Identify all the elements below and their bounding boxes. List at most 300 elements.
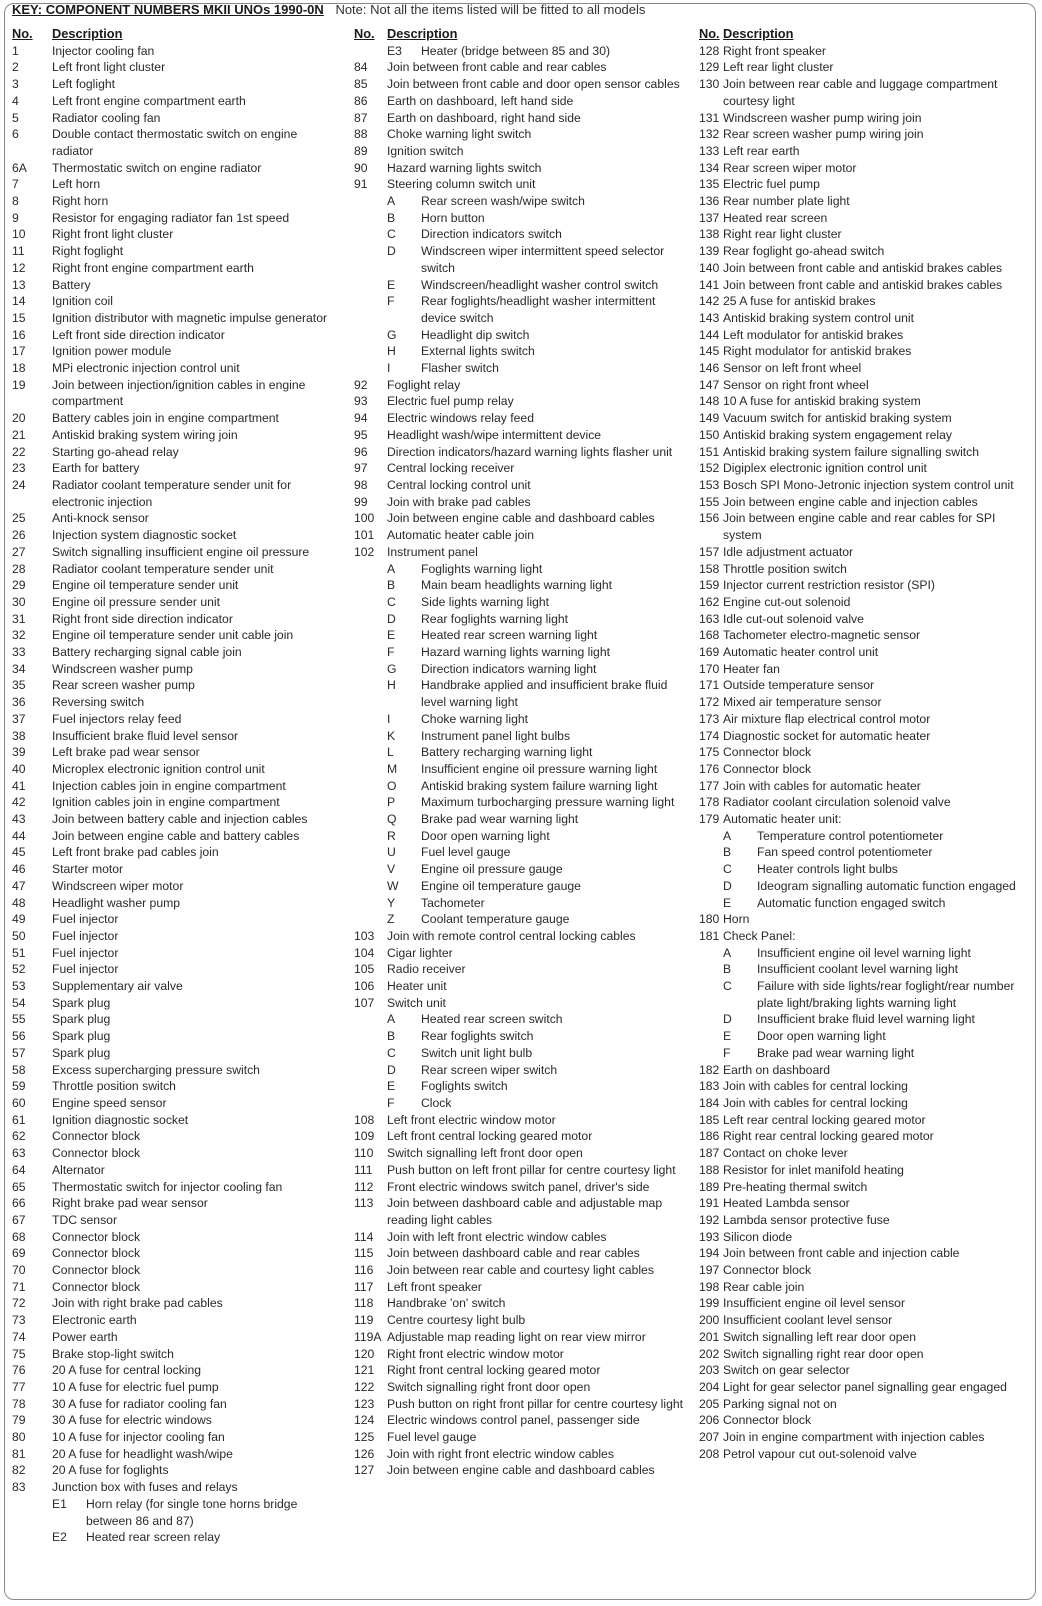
component-number: 2 bbox=[12, 60, 19, 75]
component-number bbox=[354, 1078, 387, 1095]
component-row bbox=[12, 1145, 332, 1162]
component-description: Right rear central locking geared motor bbox=[723, 1129, 934, 1144]
component-number: 59 bbox=[12, 1079, 26, 1094]
component-sub-item bbox=[354, 226, 689, 243]
component-row bbox=[12, 1312, 332, 1329]
component-row bbox=[354, 176, 689, 193]
component-row bbox=[12, 160, 332, 177]
component-number: 135 bbox=[699, 177, 720, 192]
component-row bbox=[699, 1195, 1029, 1212]
sub-item-text: Brake pad wear warning light bbox=[757, 1045, 915, 1060]
sub-item-letter: E2 bbox=[52, 1530, 67, 1545]
component-row bbox=[699, 176, 1029, 193]
component-description bbox=[387, 794, 689, 811]
component-number: 132 bbox=[699, 127, 720, 142]
component-description: Spark plug bbox=[52, 1029, 111, 1044]
sub-item-letter: D bbox=[387, 611, 396, 626]
sub-item-text: Antiskid braking system failure warning light bbox=[421, 778, 658, 793]
component-number: 147 bbox=[699, 377, 720, 392]
component-row bbox=[699, 460, 1029, 477]
component-number: 152 bbox=[699, 461, 720, 476]
component-row bbox=[699, 1179, 1029, 1196]
component-number bbox=[699, 961, 723, 978]
component-description: Reversing switch bbox=[52, 695, 145, 710]
component-number: 5 bbox=[12, 110, 19, 125]
component-number: 112 bbox=[354, 1179, 374, 1194]
component-description: Switch signalling left rear door open bbox=[723, 1329, 917, 1344]
component-description bbox=[387, 878, 689, 895]
component-row bbox=[12, 310, 332, 327]
sub-item-letter: E bbox=[723, 1029, 732, 1044]
component-sub-item bbox=[354, 661, 689, 678]
component-row bbox=[699, 427, 1029, 444]
component-description: Rear screen wiper motor bbox=[723, 160, 857, 175]
component-number bbox=[354, 193, 387, 210]
component-description bbox=[387, 861, 689, 878]
component-description: Antiskid braking system wiring join bbox=[52, 427, 238, 442]
component-row bbox=[354, 377, 689, 394]
component-description: Right modulator for antiskid brakes bbox=[723, 344, 912, 359]
component-number: 86 bbox=[354, 93, 368, 108]
component-sub-item bbox=[699, 828, 1029, 845]
component-row bbox=[12, 1229, 332, 1246]
component-number: 51 bbox=[12, 945, 26, 960]
component-row bbox=[12, 861, 332, 878]
header-description: Description bbox=[387, 26, 458, 41]
component-number: 182 bbox=[699, 1062, 720, 1077]
component-number bbox=[699, 945, 723, 962]
component-number: 131 bbox=[699, 110, 720, 125]
sub-item-text: Brake pad wear warning light bbox=[421, 812, 579, 827]
component-description: Cigar lighter bbox=[387, 945, 453, 960]
component-number: 105 bbox=[354, 962, 375, 977]
component-description: Ignition distributor with magnetic impulse generator bbox=[52, 310, 328, 325]
component-description: Thermostatic switch on engine radiator bbox=[52, 160, 262, 175]
sub-item-text: Windscreen/headlight washer control switch bbox=[421, 277, 659, 292]
component-number: 38 bbox=[12, 728, 26, 743]
component-description: 30 A fuse for electric windows bbox=[52, 1413, 212, 1428]
component-description: Insufficient coolant level sensor bbox=[723, 1313, 893, 1328]
component-description: Heater unit bbox=[387, 979, 447, 994]
component-description: Engine oil temperature sender unit cable join bbox=[52, 628, 294, 643]
component-number: 93 bbox=[354, 394, 368, 409]
component-number: 47 bbox=[12, 878, 26, 893]
component-sub-item bbox=[699, 978, 1029, 1011]
component-description: Join with brake pad cables bbox=[387, 494, 531, 509]
component-row bbox=[699, 1346, 1029, 1363]
component-number: 54 bbox=[12, 995, 26, 1010]
component-sub-item bbox=[699, 861, 1029, 878]
component-row bbox=[699, 661, 1029, 678]
component-number bbox=[699, 978, 723, 1011]
component-row bbox=[12, 444, 332, 461]
component-row bbox=[699, 1078, 1029, 1095]
sub-item-text: Battery recharging warning light bbox=[421, 745, 593, 760]
component-row bbox=[699, 677, 1029, 694]
sub-item-letter: E1 bbox=[52, 1496, 67, 1511]
component-description: Electric fuel pump relay bbox=[387, 394, 514, 409]
component-number: 98 bbox=[354, 477, 368, 492]
component-number: 80 bbox=[12, 1430, 26, 1445]
component-number: 9 bbox=[12, 210, 19, 225]
component-row bbox=[699, 243, 1029, 260]
component-description: Right foglight bbox=[52, 244, 124, 259]
component-number: 61 bbox=[12, 1112, 26, 1127]
component-description: Earth for battery bbox=[52, 461, 140, 476]
component-description: Right brake pad wear sensor bbox=[52, 1196, 208, 1211]
sub-item-letter: V bbox=[387, 862, 396, 877]
component-number: 50 bbox=[12, 928, 26, 943]
component-description: Bosch SPI Mono-Jetronic injection system control unit bbox=[723, 477, 1014, 492]
component-sub-item bbox=[354, 911, 689, 928]
header-description: Description bbox=[723, 26, 794, 41]
component-number: 153 bbox=[699, 477, 720, 492]
component-description bbox=[387, 277, 689, 294]
component-number bbox=[699, 878, 723, 895]
component-description: Direction indicators/hazard warning lights flasher unit bbox=[387, 444, 673, 459]
component-number: 40 bbox=[12, 761, 26, 776]
component-number: 67 bbox=[12, 1212, 26, 1227]
component-description: Spark plug bbox=[52, 1045, 111, 1060]
component-row bbox=[12, 1346, 332, 1363]
component-row bbox=[354, 1346, 689, 1363]
component-description: Switch unit bbox=[387, 995, 446, 1010]
component-row bbox=[12, 1362, 332, 1379]
component-number bbox=[354, 711, 387, 728]
component-number: 118 bbox=[354, 1296, 374, 1311]
component-number bbox=[354, 644, 387, 661]
component-description: Parking signal not on bbox=[723, 1396, 837, 1411]
component-number: 180 bbox=[699, 912, 720, 927]
component-number: 194 bbox=[699, 1246, 720, 1261]
component-description bbox=[723, 1045, 1029, 1062]
component-row bbox=[12, 878, 332, 895]
component-number: 12 bbox=[12, 260, 26, 275]
component-sub-item bbox=[354, 277, 689, 294]
component-number: 177 bbox=[699, 778, 720, 793]
sub-item-letter: U bbox=[387, 845, 396, 860]
component-description: Join in engine compartment with injection cables bbox=[723, 1430, 985, 1445]
component-row bbox=[12, 1045, 332, 1062]
sub-item-text: Heated rear screen relay bbox=[86, 1530, 221, 1545]
component-sub-item bbox=[354, 744, 689, 761]
component-number: 200 bbox=[699, 1313, 720, 1328]
component-description: Rear foglight go-ahead switch bbox=[723, 244, 885, 259]
component-row bbox=[12, 360, 332, 377]
sub-item-letter: F bbox=[387, 294, 395, 309]
component-number: 31 bbox=[12, 611, 26, 626]
component-description bbox=[52, 1529, 332, 1546]
component-description bbox=[387, 844, 689, 861]
component-row bbox=[699, 494, 1029, 511]
component-description: Throttle position switch bbox=[723, 561, 847, 576]
component-number bbox=[354, 561, 387, 578]
component-row bbox=[699, 1095, 1029, 1112]
component-description: Petrol vapour cut out-solenoid valve bbox=[723, 1446, 917, 1461]
component-row bbox=[12, 761, 332, 778]
component-sub-item bbox=[699, 895, 1029, 912]
component-sub-item bbox=[354, 895, 689, 912]
component-row bbox=[354, 59, 689, 76]
component-description: Engine speed sensor bbox=[52, 1096, 167, 1110]
component-description: Diagnostic socket for automatic heater bbox=[723, 728, 931, 743]
component-row bbox=[354, 393, 689, 410]
component-sub-item bbox=[354, 577, 689, 594]
component-description: Rear screen washer pump wiring join bbox=[723, 127, 924, 142]
component-row bbox=[354, 961, 689, 978]
component-sub-item bbox=[354, 677, 689, 710]
component-row bbox=[12, 1412, 332, 1429]
component-row bbox=[354, 995, 689, 1012]
component-sub-item bbox=[354, 193, 689, 210]
sub-item-letter: E bbox=[387, 1079, 396, 1094]
component-number bbox=[354, 627, 387, 644]
header-no: No. bbox=[354, 26, 375, 41]
header-no: No. bbox=[699, 26, 720, 41]
component-number: 96 bbox=[354, 444, 368, 459]
component-row bbox=[354, 1379, 689, 1396]
component-description: Electric windows relay feed bbox=[387, 411, 534, 426]
component-number: 87 bbox=[354, 110, 368, 125]
sub-item-letter: D bbox=[723, 878, 732, 893]
component-number: 133 bbox=[699, 143, 720, 158]
component-description: Left rear earth bbox=[723, 143, 800, 158]
component-number: 113 bbox=[354, 1196, 374, 1211]
component-row bbox=[699, 1446, 1029, 1463]
sub-item-letter: F bbox=[723, 1045, 731, 1060]
component-row bbox=[12, 611, 332, 628]
component-number: 90 bbox=[354, 160, 368, 175]
component-row bbox=[12, 210, 332, 227]
component-number: 175 bbox=[699, 745, 720, 760]
sub-item-text: Heater (bridge between 85 and 30) bbox=[421, 43, 611, 58]
component-row bbox=[354, 1112, 689, 1129]
component-row bbox=[12, 1062, 332, 1079]
component-number: 66 bbox=[12, 1196, 26, 1211]
component-row bbox=[12, 544, 332, 561]
component-description: Handbrake 'on' switch bbox=[387, 1296, 506, 1311]
component-description: Right front light cluster bbox=[52, 227, 174, 242]
component-description bbox=[387, 728, 689, 745]
component-row bbox=[12, 945, 332, 962]
sub-item-text: Maximum turbocharging pressure warning light bbox=[421, 795, 675, 810]
component-description: Engine oil temperature sender unit bbox=[52, 578, 239, 593]
component-row bbox=[12, 1179, 332, 1196]
component-number: 139 bbox=[699, 244, 720, 259]
sub-item-letter: H bbox=[387, 678, 396, 693]
component-number: 33 bbox=[12, 645, 26, 660]
component-sub-item bbox=[699, 961, 1029, 978]
component-sub-item bbox=[354, 778, 689, 795]
header-no: No. bbox=[12, 26, 33, 41]
component-description: Silicon diode bbox=[723, 1229, 793, 1244]
component-description bbox=[387, 193, 689, 210]
sub-item-letter: Q bbox=[387, 812, 397, 827]
component-sub-item bbox=[354, 43, 689, 60]
component-number: 106 bbox=[354, 979, 375, 994]
component-row bbox=[699, 477, 1029, 494]
component-description bbox=[387, 911, 689, 928]
component-number: 85 bbox=[354, 77, 368, 92]
component-description: Switch signalling right front door open bbox=[387, 1379, 591, 1394]
component-description: Left foglight bbox=[52, 77, 116, 92]
component-description: Earth on dashboard bbox=[723, 1062, 831, 1077]
component-row bbox=[12, 694, 332, 711]
component-number: 57 bbox=[12, 1045, 26, 1060]
component-description: Starter motor bbox=[52, 862, 124, 877]
column-header bbox=[699, 26, 1029, 43]
component-description: Connector block bbox=[52, 1246, 141, 1261]
component-description: Air mixture flap electrical control motor bbox=[723, 711, 931, 726]
component-row bbox=[354, 1229, 689, 1246]
component-row bbox=[12, 677, 332, 694]
sub-item-text: Insufficient engine oil level warning light bbox=[757, 945, 971, 960]
component-number: 25 bbox=[12, 511, 26, 526]
component-number: 146 bbox=[699, 361, 720, 376]
component-number: 64 bbox=[12, 1162, 26, 1177]
component-number: 53 bbox=[12, 979, 26, 994]
component-row bbox=[699, 410, 1029, 427]
component-row bbox=[699, 794, 1029, 811]
component-number: 18 bbox=[12, 361, 26, 376]
component-sub-item bbox=[354, 627, 689, 644]
component-row bbox=[12, 1095, 332, 1112]
component-description: Battery bbox=[52, 277, 91, 292]
component-description: Double contact thermostatic switch on engine radiator bbox=[52, 127, 298, 158]
component-row bbox=[12, 176, 332, 193]
component-number: 119 bbox=[354, 1313, 374, 1328]
component-sub-item bbox=[354, 1028, 689, 1045]
component-row bbox=[12, 577, 332, 594]
component-number: 205 bbox=[699, 1396, 720, 1411]
component-description bbox=[387, 1028, 689, 1045]
sub-item-letter: E3 bbox=[387, 43, 402, 58]
component-number: 78 bbox=[12, 1396, 26, 1411]
component-description bbox=[723, 828, 1029, 845]
component-number: 163 bbox=[699, 611, 720, 626]
component-number: 109 bbox=[354, 1129, 375, 1144]
component-description bbox=[387, 210, 689, 227]
component-number: 207 bbox=[699, 1430, 720, 1445]
component-number: 6 bbox=[12, 127, 19, 142]
component-row bbox=[12, 59, 332, 76]
component-number: 83 bbox=[12, 1480, 26, 1495]
component-row bbox=[12, 377, 332, 410]
component-row bbox=[12, 711, 332, 728]
component-number: 42 bbox=[12, 795, 26, 810]
component-number: 187 bbox=[699, 1146, 720, 1161]
component-row bbox=[12, 76, 332, 93]
component-row bbox=[354, 494, 689, 511]
sub-item-letter: R bbox=[387, 828, 396, 843]
sub-item-text: Coolant temperature gauge bbox=[421, 912, 570, 927]
component-row bbox=[12, 978, 332, 995]
component-row bbox=[12, 1379, 332, 1396]
component-number bbox=[354, 327, 387, 344]
component-row bbox=[12, 778, 332, 795]
component-number: 17 bbox=[12, 344, 26, 359]
component-description: Join between dashboard cable and rear cables bbox=[387, 1246, 640, 1261]
component-number bbox=[354, 43, 387, 60]
component-row bbox=[699, 1412, 1029, 1429]
sub-item-letter: O bbox=[387, 778, 397, 793]
component-row bbox=[699, 761, 1029, 778]
component-sub-item bbox=[354, 811, 689, 828]
component-description: Join with cables for central locking bbox=[723, 1079, 908, 1094]
component-description: Central locking receiver bbox=[387, 461, 515, 476]
component-description: Electric fuel pump bbox=[723, 177, 820, 192]
component-description: Ignition diagnostic socket bbox=[52, 1112, 189, 1127]
component-description: Alternator bbox=[52, 1162, 105, 1177]
component-description: Adjustable map reading light on rear view mirror bbox=[387, 1329, 646, 1344]
component-number: 101 bbox=[354, 528, 375, 543]
component-row bbox=[12, 594, 332, 611]
component-number: 103 bbox=[354, 928, 375, 943]
sub-item-letter: G bbox=[387, 327, 397, 342]
component-description: Battery recharging signal cable join bbox=[52, 645, 242, 660]
component-number bbox=[354, 1045, 387, 1062]
component-number bbox=[354, 828, 387, 845]
component-row bbox=[699, 1145, 1029, 1162]
component-row bbox=[12, 243, 332, 260]
component-number: 184 bbox=[699, 1096, 720, 1110]
component-number: 30 bbox=[12, 594, 26, 609]
sub-item-text: Foglights warning light bbox=[421, 561, 543, 576]
component-number: 36 bbox=[12, 695, 26, 710]
component-number: 140 bbox=[699, 260, 720, 275]
component-row bbox=[12, 895, 332, 912]
component-row bbox=[12, 1329, 332, 1346]
component-number bbox=[12, 1529, 52, 1546]
sub-item-text: Failure with side lights/rear foglight/rear number plate light/braking lights warning light bbox=[757, 979, 1015, 1010]
component-number: 157 bbox=[699, 544, 720, 559]
component-row bbox=[354, 1446, 689, 1463]
component-number: 76 bbox=[12, 1363, 26, 1378]
component-description bbox=[387, 226, 689, 243]
component-row bbox=[12, 277, 332, 294]
component-number: 149 bbox=[699, 411, 720, 426]
component-description: Antiskid braking system failure signalling switch bbox=[723, 444, 980, 459]
component-row bbox=[354, 1195, 689, 1228]
component-row bbox=[12, 1028, 332, 1045]
component-number bbox=[354, 210, 387, 227]
component-number: 141 bbox=[699, 277, 720, 292]
key-title: KEY: COMPONENT NUMBERS MKII UNOs 1990-0N bbox=[12, 2, 324, 17]
component-description: Contact on choke lever bbox=[723, 1146, 848, 1161]
component-description: Join between front cable and door open sensor cables bbox=[387, 77, 680, 92]
component-number: 136 bbox=[699, 194, 720, 209]
component-description: Supplementary air valve bbox=[52, 979, 183, 994]
component-row bbox=[354, 410, 689, 427]
component-number bbox=[354, 911, 387, 928]
sub-item-letter: B bbox=[387, 210, 396, 225]
component-description: Resistor for engaging radiator fan 1st speed bbox=[52, 210, 290, 225]
component-row bbox=[12, 226, 332, 243]
component-row bbox=[354, 1128, 689, 1145]
component-description bbox=[723, 895, 1029, 912]
component-description: Right front side direction indicator bbox=[52, 611, 233, 626]
sub-item-text: Choke warning light bbox=[421, 711, 529, 726]
sub-item-letter: M bbox=[387, 761, 398, 776]
component-number: 70 bbox=[12, 1263, 26, 1278]
component-description: 20 A fuse for central locking bbox=[52, 1363, 202, 1378]
sub-item-text: Handbrake applied and insufficient brake fluid level warning light bbox=[421, 678, 668, 710]
component-row bbox=[354, 1262, 689, 1279]
component-description: Starting go-ahead relay bbox=[52, 444, 179, 459]
component-description: Connector block bbox=[52, 1146, 141, 1161]
component-number: 99 bbox=[354, 494, 368, 509]
component-number: 122 bbox=[354, 1379, 375, 1394]
